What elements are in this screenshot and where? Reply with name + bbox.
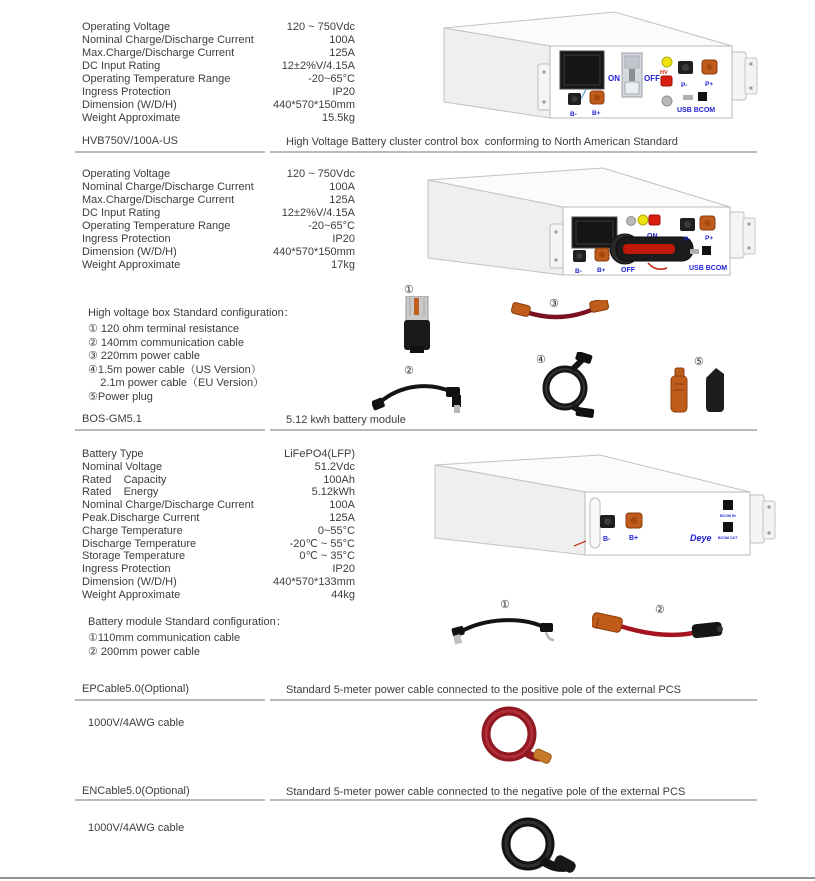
- spec-label: Rated Capacity: [82, 473, 167, 486]
- module-power-cable-image: [592, 610, 724, 650]
- spec-label: Dimension (W/D/H): [82, 246, 177, 258]
- divider: [75, 151, 265, 153]
- spec-row: [82, 474, 355, 487]
- divider: [75, 429, 265, 431]
- spec-value: -20℃ ~ 55°C: [289, 537, 355, 550]
- brand-label: Deye: [690, 533, 712, 543]
- usb-bcom-label: USB BCOM: [677, 107, 716, 114]
- divider: [270, 151, 757, 153]
- spec-label: Charge Temperature: [82, 524, 183, 537]
- config-item: ① 120 ohm terminal resistance: [88, 323, 240, 335]
- spec-row: [82, 550, 355, 563]
- bcom-in-label: BCOM IN: [720, 514, 736, 518]
- spec-label: Nominal Charge/Discharge Current: [82, 499, 254, 512]
- spec-label: Operating Temperature Range: [82, 220, 231, 232]
- config-item: ④1.5m power cable（US Version）: [88, 363, 262, 376]
- spec-value: 12±2%V/4.15A: [281, 60, 355, 72]
- spec-label: Ingress Protection: [82, 563, 171, 576]
- desc-encable: Standard 5-meter power cable connected to the negative pole of the external PCS: [286, 786, 686, 798]
- spec-label: Weight Approximate: [82, 588, 181, 601]
- spec-label: Ingress Protection: [82, 233, 171, 245]
- spec-label: Operating Voltage: [82, 168, 171, 180]
- b-minus-label: B-: [570, 111, 577, 118]
- spec-row: [82, 47, 355, 60]
- spec-label: Dimension (W/D/H): [82, 99, 177, 111]
- en-cable-spec-label: 1000V/4AWG cable: [88, 822, 185, 834]
- spec-value: 5.12kWh: [311, 486, 355, 499]
- callout-4: ④: [536, 354, 546, 366]
- p-minus-label: P-: [681, 82, 688, 89]
- spec-row: [82, 486, 355, 499]
- comm-cable-image: [372, 372, 467, 418]
- spec-row: [82, 246, 355, 259]
- usb-bcom-label: USB BCOM: [689, 265, 728, 272]
- spec-row: [82, 259, 355, 272]
- terminal-resistance-image: [398, 296, 436, 354]
- module-callout-1: ①: [500, 599, 510, 611]
- desc-epcable: Standard 5-meter power cable connected to the positive pole of the external PCS: [286, 684, 682, 696]
- spec-value: 15.5kg: [321, 112, 355, 124]
- spec-value: -20~65°C: [308, 220, 355, 232]
- hv-label: HV: [660, 70, 668, 76]
- b-minus-label: B-: [603, 536, 611, 543]
- black-power-cable-image: [490, 812, 580, 881]
- spec-value: 12±2%V/4.15A: [281, 207, 355, 219]
- spec-row: [82, 194, 355, 207]
- spec-row: [82, 181, 355, 194]
- spec-row: [82, 60, 355, 73]
- config-item: ② 140mm communication cable: [88, 336, 244, 349]
- spec-label: Dimension (W/D/H): [82, 575, 177, 588]
- spec-value: 100A: [329, 181, 355, 193]
- spec-value: IP20: [332, 233, 355, 245]
- spec-value: 17kg: [331, 259, 355, 271]
- spec-label: Nominal Charge/Discharge Current: [82, 34, 254, 46]
- power-plugs-image: [666, 364, 734, 416]
- off-label: OFF: [644, 74, 660, 83]
- spec-table-control-box-eu: [82, 168, 355, 272]
- spec-value: 125A: [329, 194, 355, 206]
- spec-row: [82, 21, 355, 34]
- spec-row: [82, 563, 355, 576]
- hv-config-title: High voltage box Standard configuration：: [88, 307, 295, 319]
- model-epcable: EPCable5.0(Optional): [82, 683, 190, 695]
- callout-5: ⑤: [694, 356, 704, 368]
- p-plus-label: P+: [705, 235, 714, 242]
- divider: [75, 699, 265, 701]
- spec-row: [82, 86, 355, 99]
- callout-1: ①: [404, 284, 414, 296]
- spec-label: DC Input Rating: [82, 207, 161, 219]
- b-plus-label: B+: [592, 110, 601, 117]
- spec-label: Ingress Protection: [82, 86, 171, 98]
- spec-row: [82, 99, 355, 112]
- spec-row: [82, 233, 355, 246]
- spec-label: Weight Approximate: [82, 112, 181, 124]
- callout-3: ③: [549, 298, 559, 310]
- bottom-rule: [0, 877, 815, 879]
- spec-label: Operating Temperature Range: [82, 73, 231, 85]
- b-plus-label: B+: [629, 535, 639, 542]
- spec-value: 100Ah: [323, 473, 355, 486]
- model-encable: ENCable5.0(Optional): [82, 785, 190, 797]
- spec-value: 100A: [329, 34, 355, 46]
- spec-label: Battery Type: [82, 448, 144, 460]
- spec-value: 100A: [329, 499, 355, 512]
- spec-value: 125A: [329, 511, 355, 524]
- desc-hvb750v: High Voltage Battery cluster control box conforming to North American Standard: [286, 136, 678, 148]
- b-minus-label: B-: [575, 268, 582, 275]
- module-config-list: [88, 613, 287, 659]
- spec-label: Nominal Voltage: [82, 460, 163, 473]
- battery-module-image: [428, 443, 815, 603]
- spec-value: 440*570*150mm: [273, 246, 355, 258]
- spec-row: [82, 448, 355, 461]
- callout-2: ②: [404, 365, 414, 377]
- config-item: ② 200mm power cable: [88, 645, 200, 658]
- spec-value: 440*570*133mm: [273, 575, 355, 588]
- spec-value: 125A: [329, 47, 355, 59]
- ep-cable-spec-label: 1000V/4AWG cable: [88, 717, 185, 729]
- spec-row: [82, 499, 355, 512]
- p-plus-label: P+: [705, 81, 714, 88]
- spec-value: 0~55°C: [317, 524, 355, 537]
- spec-row: [82, 589, 355, 602]
- spec-value: IP20: [332, 86, 355, 98]
- spec-label: Weight Approximate: [82, 259, 181, 271]
- spec-label: DC Input Rating: [82, 60, 161, 72]
- module-comm-cable-image: [450, 606, 558, 648]
- spec-value: 120 ~ 750Vdc: [286, 21, 355, 33]
- hv-config-list: [88, 304, 295, 405]
- p-minus-label: P-: [684, 236, 691, 243]
- spec-row: [82, 220, 355, 233]
- model-bos-gm51: BOS-GM5.1: [82, 413, 142, 425]
- control-box-eu-image: [418, 164, 815, 298]
- spec-row: [82, 34, 355, 47]
- model-hvb750v: HVB750V/100A-US: [82, 135, 178, 147]
- spec-value: 440*570*150mm: [273, 99, 355, 111]
- red-power-cable-image: [470, 700, 552, 774]
- spec-value: -20~65°C: [308, 73, 355, 85]
- on-label: ON: [608, 74, 620, 83]
- spec-value: 0℃ ~ 35°C: [299, 550, 355, 563]
- config-item: ③ 220mm power cable: [88, 350, 200, 363]
- spec-row: [82, 112, 355, 125]
- spec-value: 120 ~ 750Vdc: [286, 168, 355, 180]
- spec-label: Discharge Temperature: [82, 537, 197, 550]
- desc-bos-gm51: 5.12 kwh battery module: [286, 414, 406, 426]
- control-box-us-image: [430, 6, 812, 138]
- divider: [270, 429, 757, 431]
- module-callout-2: ②: [655, 604, 665, 616]
- spec-row: [82, 538, 355, 551]
- config-item: ①110mm communication cable: [88, 632, 241, 644]
- spec-row: [82, 168, 355, 181]
- spec-row: [82, 73, 355, 86]
- spec-value: LiFePO4(LFP): [284, 448, 355, 460]
- spec-table-control-box-us: [82, 21, 355, 125]
- b-plus-label: B+: [597, 267, 606, 274]
- spec-row: [82, 525, 355, 538]
- spec-label: Max.Charge/Discharge Current: [82, 47, 235, 59]
- spec-value: 51.2Vdc: [314, 460, 355, 473]
- config-item: ⑤Power plug: [88, 390, 153, 403]
- spec-value: 44kg: [331, 588, 355, 601]
- spec-row: [82, 576, 355, 589]
- spec-label: Storage Temperature: [82, 550, 186, 563]
- module-config-title: Battery module Standard configuration：: [88, 616, 287, 628]
- spec-label: Operating Voltage: [82, 21, 171, 33]
- coiled-power-cable-image: [532, 352, 602, 418]
- spec-label: Nominal Charge/Discharge Current: [82, 181, 254, 193]
- divider: [75, 799, 265, 801]
- config-item: 2.1m power cable（EU Version）: [88, 377, 265, 390]
- spec-row: [82, 461, 355, 474]
- spec-label: Max.Charge/Discharge Current: [82, 194, 235, 206]
- spec-table-battery-module: [82, 448, 355, 602]
- spec-value: IP20: [332, 563, 355, 576]
- spec-row: [82, 207, 355, 220]
- spec-row: [82, 512, 355, 525]
- off-label: OFF: [621, 267, 635, 274]
- spec-label: Rated Energy: [82, 486, 159, 499]
- spec-label: Peak.Discharge Current: [82, 511, 200, 524]
- power-cable-220mm-image: [510, 300, 610, 328]
- bcom-out-label: BCOM OUT: [718, 536, 738, 540]
- divider: [270, 799, 757, 801]
